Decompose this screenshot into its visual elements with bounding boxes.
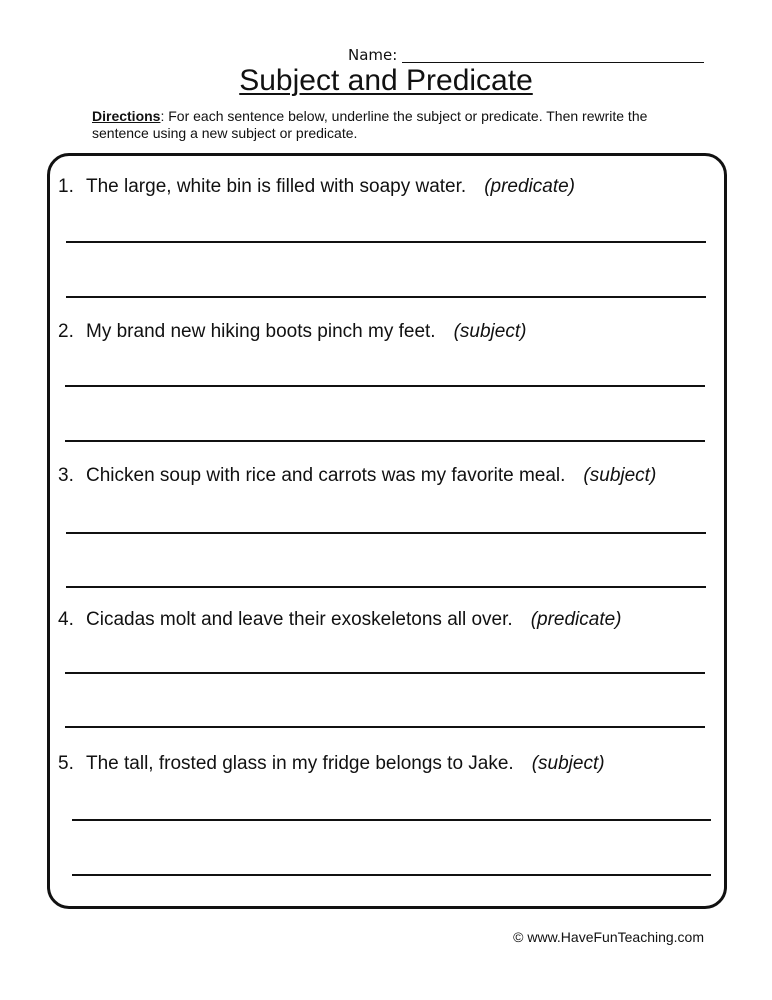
directions-text: : For each sentence below, underline the subject or predicate. Then rewrite the sentence using a new subject or predicate. <box>92 108 648 141</box>
answer-line[interactable] <box>66 241 706 243</box>
question-hint: (subject) <box>531 753 605 774</box>
question-hint: (subject) <box>453 321 527 342</box>
answer-line[interactable] <box>66 532 706 534</box>
directions <box>92 108 704 142</box>
answer-line[interactable] <box>72 874 711 876</box>
question-5 <box>58 753 605 775</box>
question-number: 2. <box>58 321 74 342</box>
question-2 <box>58 321 526 343</box>
name-row <box>348 44 708 66</box>
question-hint: (predicate) <box>530 609 622 630</box>
question-sentence: The large, white bin is filled with soapy water. <box>86 176 467 197</box>
questions-box <box>47 153 727 909</box>
question-4 <box>58 609 622 631</box>
answer-line[interactable] <box>65 385 705 387</box>
answer-line[interactable] <box>65 726 705 728</box>
answer-line[interactable] <box>65 440 705 442</box>
answer-line[interactable] <box>65 672 705 674</box>
page-title: Subject and Predicate <box>239 64 533 97</box>
question-number: 1. <box>58 176 74 197</box>
question-sentence: My brand new hiking boots pinch my feet. <box>86 321 436 342</box>
question-number: 3. <box>58 465 74 486</box>
question-hint: (subject) <box>583 465 657 486</box>
question-number: 4. <box>58 609 74 630</box>
question-number: 5. <box>58 753 74 774</box>
question-sentence: Chicken soup with rice and carrots was my favorite meal. <box>86 465 566 486</box>
answer-line[interactable] <box>66 296 706 298</box>
question-sentence: Cicadas molt and leave their exoskeletons all over. <box>86 609 513 630</box>
question-3 <box>58 465 656 487</box>
name-label: Name: <box>348 46 398 64</box>
directions-label: Directions <box>92 108 161 124</box>
answer-line[interactable] <box>72 819 711 821</box>
question-sentence: The tall, frosted glass in my fridge belongs to Jake. <box>86 753 514 774</box>
question-hint: (predicate) <box>484 176 576 197</box>
answer-line[interactable] <box>66 586 706 588</box>
copyright-footer: © www.HaveFunTeaching.com <box>513 929 704 945</box>
name-input-line[interactable] <box>402 62 704 63</box>
question-1 <box>58 176 575 198</box>
